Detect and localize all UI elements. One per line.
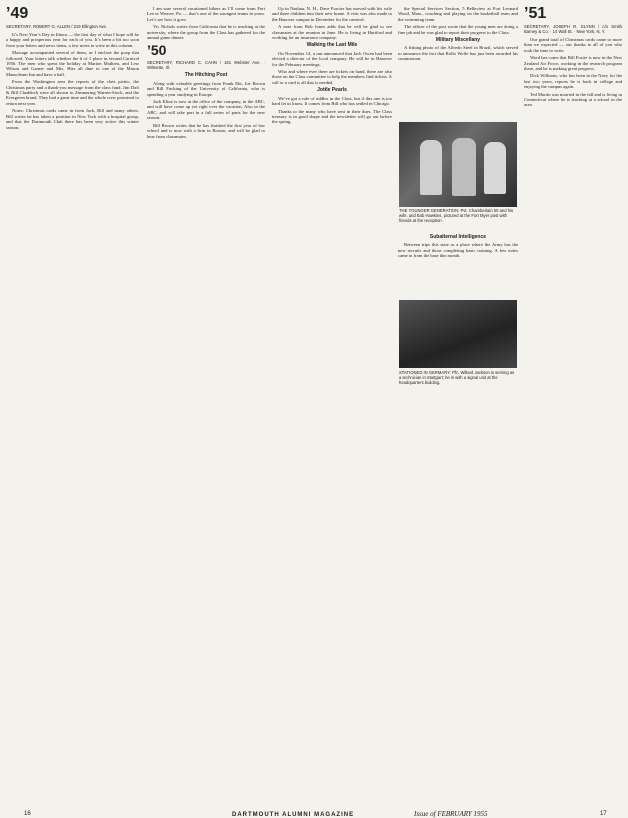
class-secretary: SECRETARY, JOSEPH R. GLYNN / c/o Smith Barney & Co. · 14 Wall St. · New York, N. Y. [524, 24, 622, 34]
class-column-50-cont [272, 6, 392, 402]
paragraph: Dick Williams, who has been in the Navy for the last two years, reports he is back in college and enjoying the campus again. [524, 73, 622, 90]
paragraph: Jack Kline is now at the office of the company, in the ABC, and will have come up yet right over the vacation. Also in the ABC, and will take part in a full series of parts for the new season. [147, 99, 265, 121]
paragraph: On November 14, a run announced that Jack Owen had been elected a director of the local company. He will be in Hanover for the February meetings. [272, 50, 392, 67]
paragraph: Thanks to the many who have sent in their dues. The Class treasury is in good shape and the newsletter will go out before the spring. [272, 108, 392, 125]
section-heading: Walking the Last Mile [306, 42, 358, 49]
section-heading: Subalternal Intelligence [429, 234, 487, 240]
class-secretary: SECRETARY, RICHARD C. CAHN / 161 Webster Ave. · Wilmette, Ill. [147, 60, 265, 71]
photo-caption: THE YOUNGER GENERATION: Pvt. Chamberlain 50 and his wife, and Bob Hawkins, pictured at the Fort Myer post with friends at the reception. [399, 208, 514, 223]
paragraph: Bill Brown writes that he has finished the first year of law school and is now with a firm in Boston, and will be glad to hear from classmates. [147, 122, 265, 139]
paragraph: Our grand total of Christmas cards came to more than we expected — our thanks to all of you who took the time to write. [524, 37, 622, 53]
class-secretary: SECRETARY, ROBERT G. ALLEN / 219 Ellington Ave. [6, 24, 108, 29]
issue-date: Issue of FEBRUARY 1955 [414, 810, 488, 818]
page-number: 16 [24, 811, 31, 817]
section-heading: Jottle Pearls [317, 87, 347, 94]
paragraph: We’ve got a rule of riddles in the Class, but if this one is too hard let us know. It comes from Bill who has settled in Chicago. [272, 95, 392, 107]
paragraph: the Special Services Section, 5 Belleview at Fort Leonard Wood, Mass., coaching and playing on the basketball team and the swimming team. [398, 6, 518, 22]
soldier-photo [399, 300, 517, 368]
photo-figure [452, 138, 476, 196]
paragraph: Ted Martin was married in the fall and is living in Connecticut where he is teaching at a school in the area. [524, 91, 622, 108]
paragraph: Massage accompanied several of them, as I enclose the poop that followed. Your letters talk whether the # of 1 place in second Carnival 1956. The men who spent the holiday at Marion Mathieu, and Lew Wilson and Garner and Mrs. Hier all dine to one of the Mason Mausoleum Inn and have a ball. [6, 50, 139, 77]
paragraph: Notes: Christmas cards came in from Jack, Bill and many others. Bill writes he has taken a position in New York with a hospital group, and that the Dartmouth Club there has been very active this winter season. [6, 108, 139, 130]
class-column-51 [524, 6, 622, 402]
class-year-heading: ’51 [524, 6, 547, 22]
paragraph: Between trips this state as a place where the Army has the new recruits and those completing basic training. A few notes came in from the base this month. [398, 242, 518, 259]
paragraph: A note from Bob Jones adds that he will be glad to see classmates at the reunion in June. He is living in Hartford and working for an insurance company. [272, 24, 392, 41]
paragraph: Along with valuable greetings from Frank Ebi, Joe Brown and Bill Fucking of the University of California, who is spending a year studying in Europe. [147, 80, 265, 97]
magazine-name: DARTMOUTH ALUMNI MAGAZINE [232, 812, 355, 818]
subaltern-section [398, 232, 518, 298]
class-year-heading: ’50 [147, 42, 167, 59]
paragraph: Vic Nichols writes from California that he is teaching at the university, where the group from the Class has gathered for the annual game dinner. [147, 24, 265, 41]
photo-caption: STATIONED IN GERMANY: Pfc. Willard Jackson is serving as a technician in Stuttgart; he is with a signal unit at the headquarters building. [399, 370, 515, 385]
class-year-heading: ’49 [6, 6, 29, 22]
page-number: 17 [600, 811, 607, 817]
page-footer [0, 405, 628, 818]
paragraph: Up in Nashua, N. H., Dave Forcier has moved with his wife and three children into their new home. A visit was also made to the Hanover campus in December for the carnival. [272, 6, 392, 22]
photo-figure [484, 142, 506, 194]
paragraph: From the Washington area the reports of the class picnic, the Christmas party and a thank-you message from the class fund. Jim Daft & Bill Chaddock were all shown to Zimmering Warren-Stock, and the Evergreen brand. They had a great time and the whole crew promised to return next year. [6, 79, 139, 106]
paragraph: I am sure several vacationed hikers as I’ll come from Fort Lee or Weaver, Pa. — that’s one of the strongest teams in years. Let’s see how it goes. [147, 6, 265, 22]
paragraph: It’s New Year’s Day in Ithaca — the first day of what I hope will be a happy and prosperous year for each of you. It’s been a bit too soon from your letters and news items, a few notes to write in this column. [6, 32, 139, 48]
class-column-50 [147, 6, 265, 402]
paragraph: The officer of the post wrote that the young men are doing a fine job and he was glad to report their progress to the Class. [398, 24, 518, 35]
class-column-49 [6, 6, 139, 402]
paragraph: Who and where ever there are tickets on hand, there are also those on the Class committee to help the members find tickets. A call or a card is all that is needed. [272, 69, 392, 85]
paragraph: A fishing photo of the Alfredo Steel in Brazil, which served to announce the fact that Rollo Wolfe has just been awarded his commission. [398, 45, 518, 62]
photo-figure [420, 140, 442, 195]
section-heading: Military Miscellany [435, 37, 481, 44]
paragraph: Word has come that Bill Foster is now in the New Zealand Air Force, working in the research program there, and he is making great progress. [524, 55, 622, 72]
section-heading: The Hitching Post [184, 72, 228, 79]
